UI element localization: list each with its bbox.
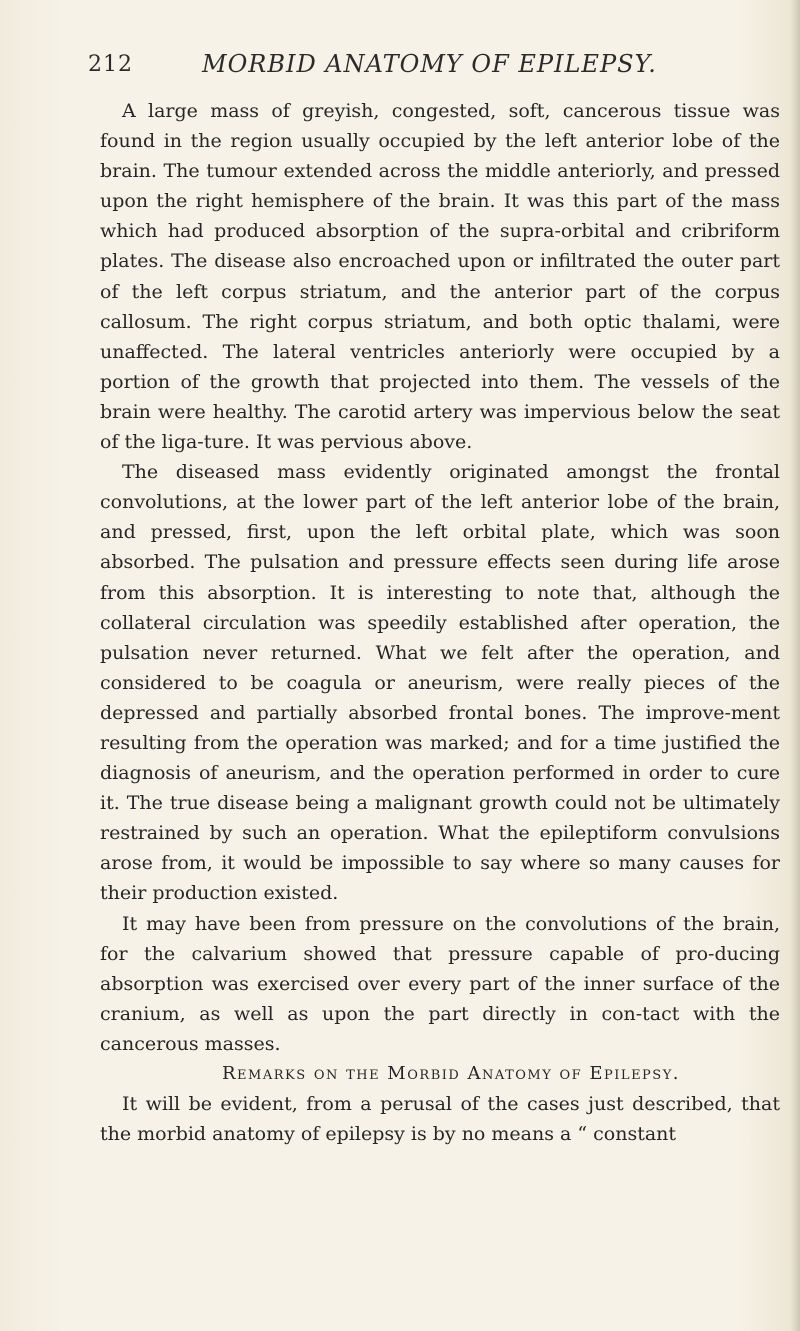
paragraph-tumour-description: A large mass of greyish, congested, soft, cancerous tissue was found in the region usually occupied by the left anterior lobe of the brain. The tumour extended across the middle anteriorly, and pressed upon the right hemisphere of the brain. It was this part of the mass which had produced absorption of the supra-orbital and cribriform plates. The disease also encroached upon or infiltrated the outer part of the left corpus striatum, and the anterior part of the corpus callosum. The right corpus striatum, and both optic thalami, were unaffected. The lateral ventricles anteriorly were occupied by a portion of the growth that projected into them. The vessels of the brain were healthy. The carotid artery was impervious below the seat of the liga-ture. It was pervious above.	[100, 100, 780, 454]
paragraph-remarks-opening: It will be evident, from a perusal of the cases just described, that the morbid anatomy of epilepsy is by no means a “ constant	[100, 1093, 780, 1146]
page-number: 212	[88, 52, 133, 77]
paragraph-disease-origin: The diseased mass evidently originated amongst the frontal convolutions, at the lower part of the left anterior lobe of the brain, and pressed, first, upon the left orbital plate, which was soon absorbed. The pulsation and pressure effects seen during life arose from this absorption. It is interesting to note that, although the collateral circulation was speedily established after operation, the pulsation never returned. What we felt after the operation, and considered to be coagula or aneurism, were really pieces of the depressed and partially absorbed frontal bones. The improve-ment resulting from the operation was marked; and for a time justified the diagnosis of aneurism, and the operation performed in order to cure it. The true disease being a malignant growth could not be ultimately restrained by such an operation. What the epileptiform convulsions arose from, it would be impossible to say where so many causes for their production existed.	[100, 461, 780, 905]
paragraph-pressure-cause: It may have been from pressure on the convolutions of the brain, for the calvarium showed that pressure capable of pro-ducing absorption was exercised over every part of the inner surface of the cranium, as well as upon the part directly in con-tact with the cancerous masses.	[100, 912, 780, 1055]
page-header	[88, 50, 778, 84]
page-edge-shadow	[790, 0, 800, 1331]
body-text	[100, 96, 780, 1149]
running-title: MORBID ANATOMY OF EPILEPSY.	[202, 50, 657, 78]
section-heading: Remarks on the Morbid Anatomy of Epilepsy.	[221, 1063, 681, 1084]
